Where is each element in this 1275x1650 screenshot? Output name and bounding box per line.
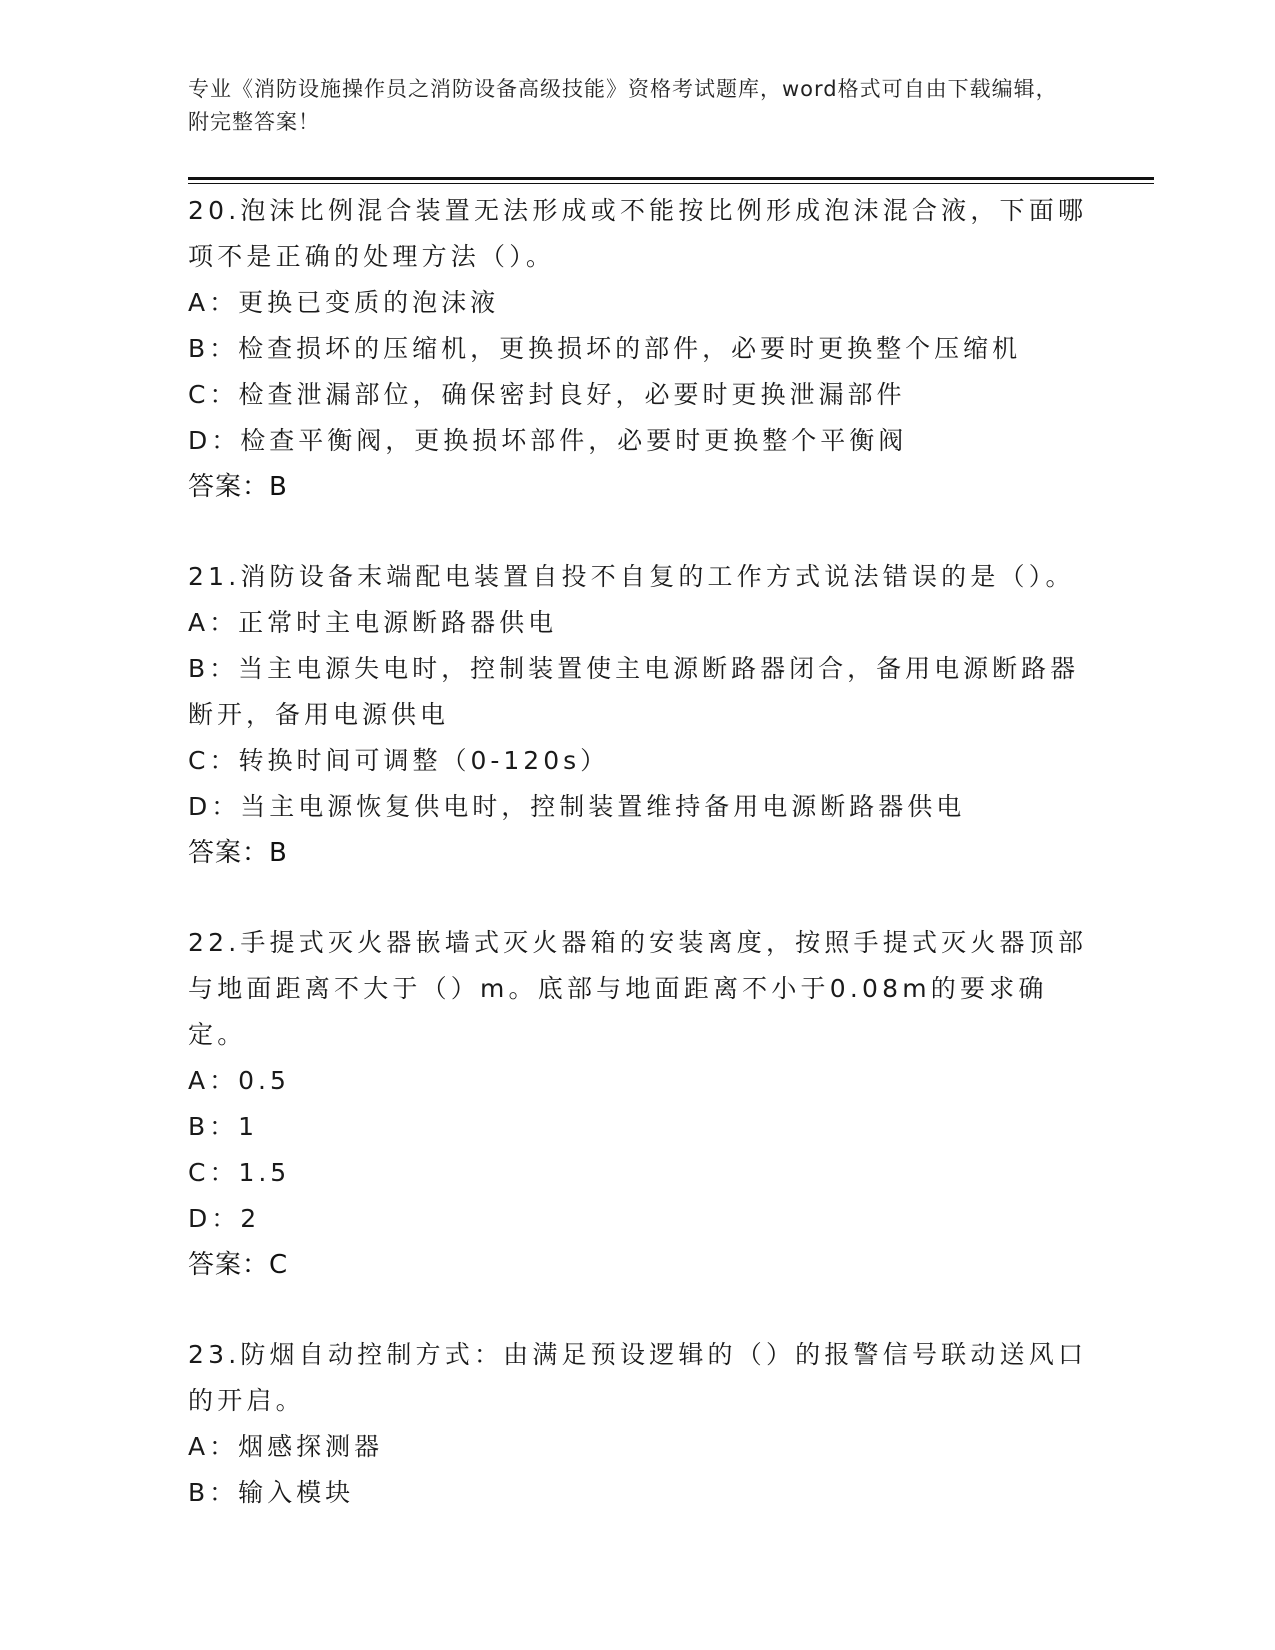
answer-line: 答案：B xyxy=(188,472,288,502)
option-b: B：1 xyxy=(188,1112,259,1141)
question-list xyxy=(188,188,1088,1516)
question-stem: 23.防烟自动控制方式：由满足预设逻辑的（）的报警信号联动送风口的开启。 xyxy=(188,1340,1088,1415)
question-20 xyxy=(188,188,1088,510)
option-d: D：检查平衡阀，更换损坏部件，必要时更换整个平衡阀 xyxy=(188,426,908,455)
option-a: A：更换已变质的泡沫液 xyxy=(188,288,500,317)
header-divider-thin xyxy=(188,183,1154,184)
option-c: C：检查泄漏部位，确保密封良好，必要时更换泄漏部件 xyxy=(188,380,906,409)
answer-line: 答案：B xyxy=(188,838,288,868)
answer-line: 答案：C xyxy=(188,1250,289,1280)
option-b: B：输入模块 xyxy=(188,1478,355,1507)
option-c: C：1.5 xyxy=(188,1158,291,1187)
question-21 xyxy=(188,554,1088,876)
option-d: D：2 xyxy=(188,1204,261,1233)
option-a: A：正常时主电源断路器供电 xyxy=(188,608,558,637)
option-b: B：当主电源失电时，控制装置使主电源断路器闭合，备用电源断路器断开，备用电源供电 xyxy=(188,654,1080,729)
question-22 xyxy=(188,920,1088,1288)
question-stem: 21.消防设备末端配电装置自投不自复的工作方式说法错误的是（）。 xyxy=(188,562,1075,591)
option-c: C：转换时间可调整（0-120s） xyxy=(188,746,610,775)
option-d: D：当主电源恢复供电时，控制装置维持备用电源断路器供电 xyxy=(188,792,966,821)
option-a: A：0.5 xyxy=(188,1066,290,1095)
option-a: A：烟感探测器 xyxy=(188,1432,384,1461)
question-stem: 20.泡沫比例混合装置无法形成或不能按比例形成泡沫混合液，下面哪项不是正确的处理方法（）。 xyxy=(188,196,1088,271)
question-stem: 22.手提式灭火器嵌墙式灭火器箱的安装离度，按照手提式灭火器顶部与地面距离不大于（）m。底部与地面距离不小于0.08m的要求确定。 xyxy=(188,928,1088,1049)
header-divider-thick xyxy=(188,177,1154,180)
question-23 xyxy=(188,1332,1088,1516)
option-b: B：检查损坏的压缩机，更换损坏的部件，必要时更换整个压缩机 xyxy=(188,334,1022,363)
document-header: 专业《消防设施操作员之消防设备高级技能》资格考试题库，word格式可自由下载编辑，附完整答案！ xyxy=(188,77,1058,134)
